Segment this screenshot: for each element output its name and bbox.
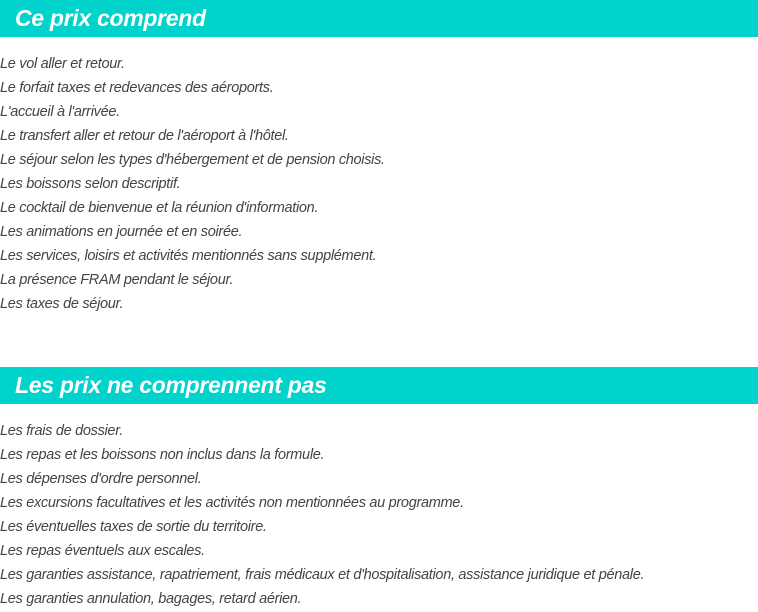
list-item: L'accueil à l'arrivée. (0, 104, 120, 120)
list-item: Les services, loisirs et activités mentionnés sans supplément. (0, 248, 377, 264)
section-header-included: Ce prix comprend (0, 0, 758, 37)
list-item: Les boissons selon descriptif. (0, 176, 181, 192)
list-item: La présence FRAM pendant le séjour. (0, 272, 234, 288)
list-item: Les repas éventuels aux escales. (0, 543, 205, 559)
excluded-list (0, 419, 644, 611)
section-header-excluded: Les prix ne comprennent pas (0, 367, 758, 404)
list-item: Les taxes de séjour. (0, 296, 124, 312)
list-item: Le vol aller et retour. (0, 56, 125, 72)
list-item: Le forfait taxes et redevances des aéroports. (0, 80, 274, 96)
list-item: Les frais de dossier. (0, 423, 123, 439)
list-item: Les éventuelles taxes de sortie du territoire. (0, 519, 267, 535)
included-list (0, 52, 385, 316)
list-item: Les animations en journée et en soirée. (0, 224, 243, 240)
list-item: Les dépenses d'ordre personnel. (0, 471, 202, 487)
list-item: Le séjour selon les types d'hébergement et de pension choisis. (0, 152, 385, 168)
list-item: Le transfert aller et retour de l'aéroport à l'hôtel. (0, 128, 289, 144)
list-item: Les garanties annulation, bagages, retard aérien. (0, 591, 302, 607)
list-item: Les repas et les boissons non inclus dans la formule. (0, 447, 325, 463)
list-item: Le cocktail de bienvenue et la réunion d'information. (0, 200, 319, 216)
list-item: Les excursions facultatives et les activités non mentionnées au programme. (0, 495, 464, 511)
list-item: Les garanties assistance, rapatriement, frais médicaux et d'hospitalisation, assistance juridique et pénale. (0, 567, 645, 583)
